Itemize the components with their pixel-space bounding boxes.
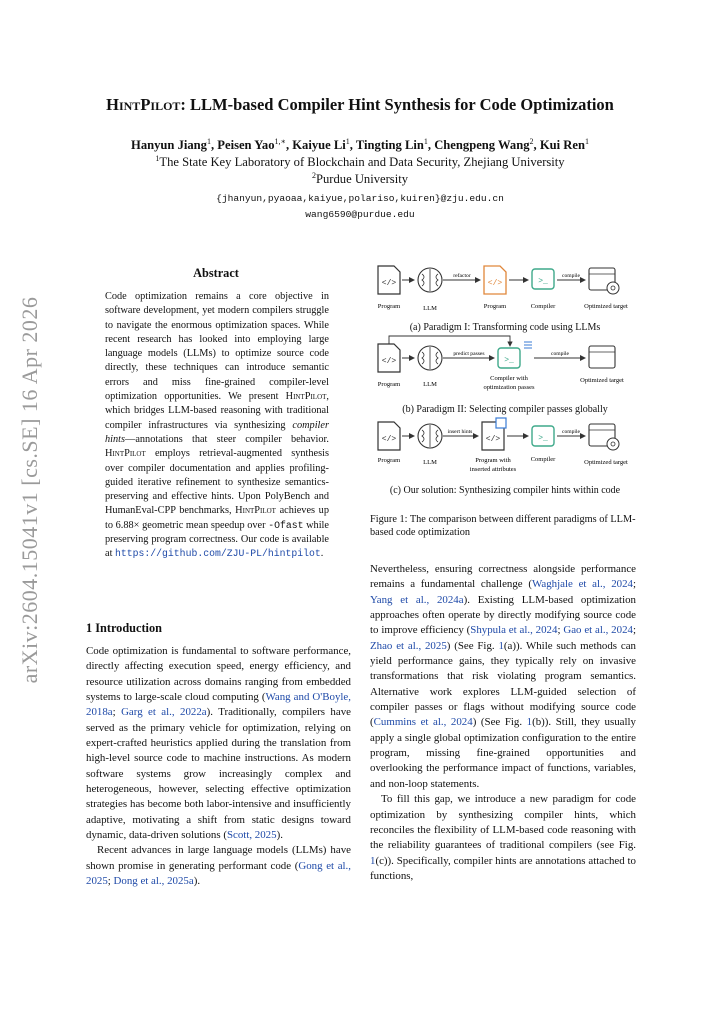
- code-repo-link[interactable]: https://github.com/ZJU-PL/hintpilot: [115, 548, 321, 560]
- svg-text:</>: </>: [487, 279, 503, 288]
- svg-text:compile: compile: [561, 429, 581, 435]
- title-system-name: HintPilot: [106, 95, 181, 114]
- intro-right-column: [370, 562, 636, 884]
- program-file-icon: [378, 266, 400, 294]
- affiliation-1: $^1$The State Key Laboratory of Blockchain and Data Security, Zhejiang University: [155, 154, 565, 170]
- arxiv-id: arXiv:2604.15041v1 [cs.SE] 16 Apr 2026: [17, 296, 42, 684]
- compiler-terminal-icon: [532, 426, 554, 446]
- paradigm-c: [378, 418, 628, 473]
- abstract-heading: Abstract: [193, 266, 239, 280]
- svg-text:predict passes: predict passes: [453, 351, 485, 357]
- llm-brain-icon: [418, 268, 442, 292]
- paragraph: Code optimization is fundamental to software performance, directly affecting execution speed, energy efficiency, and resource utilization across domains ranging from embedded systems to large-scale cloud computing (Wang and O'Boyle, 2018a; Garg et al., 2022a). Traditionally, compilers have served as the primary vehicle for optimization, relying on expert-crafted heuristics applied during the translation from high-level source code to machine instructions. As modern software systems grow increasingly complex and heterogeneous, however, selecting effective optimization strategies has become both labor-intensive and insufficiently adaptive, motivating a shift from static designs toward dynamic, data-driven solutions (Scott, 2025).: [86, 645, 351, 842]
- subcaption-c: (c) Our solution: Synthesizing compiler hints within code: [389, 485, 621, 496]
- author: Peisen Yao$^{1,∗}$: [217, 137, 286, 153]
- affiliation-2: $^2$Purdue University: [312, 171, 408, 187]
- paragraph: To fill this gap, we introduce a new paradigm for code optimization by synthesizing compiler hints, which reconciles the flexibility of LLM-based code reasoning with the reliability guarantees of traditional compilers (see Fig. 1(c)). Specifically, compiler hints are annotations attached to functions,: [370, 793, 636, 882]
- author-list: Hanyun Jiang$^1$, Peisen Yao$^{1,∗}$, Kaiyue Li$^1$, Tingting Lin$^1$, Chengpeng Wang$^2$, Kui Ren$^1$: [131, 137, 589, 153]
- compiler-with-passes-icon: [498, 342, 532, 368]
- figure-ref-link[interactable]: 1: [498, 639, 504, 652]
- svg-text:Compiler: Compiler: [530, 456, 556, 463]
- svg-text:>_: >_: [504, 356, 514, 365]
- llm-brain-icon: [418, 424, 442, 448]
- citation-link[interactable]: Gao et al., 2024: [563, 624, 633, 637]
- llm-brain-icon: [418, 346, 442, 370]
- citation-link[interactable]: Dong et al., 2025a: [113, 875, 194, 888]
- citation-link[interactable]: Zhao et al., 2025: [370, 639, 447, 652]
- svg-text:</>: </>: [381, 435, 397, 444]
- svg-text:LLM: LLM: [423, 305, 437, 312]
- citation-link[interactable]: Cummins et al., 2024: [373, 716, 473, 729]
- citation-link[interactable]: Waghjale et al., 2024: [532, 578, 633, 591]
- svg-text:</>: </>: [381, 357, 397, 366]
- paragraph: Recent advances in large language models (LLMs) have shown promise in generating performant code (Gong et al., 2025; Dong et al., 2025a).: [86, 844, 352, 888]
- citation-link[interactable]: Garg et al., 2022a: [121, 706, 207, 719]
- program-file-icon: [378, 344, 400, 372]
- svg-text:>_: >_: [538, 434, 548, 443]
- svg-text:compile: compile: [550, 351, 570, 357]
- svg-text:LLM: LLM: [423, 381, 437, 388]
- email-line-1: {jhanyun,pyaoaa,kaiyue,polariso,kuiren}@zju.edu.cn: [216, 193, 504, 204]
- svg-text:insert hints: insert hints: [447, 429, 473, 435]
- email-line-2: wang6590@purdue.edu: [305, 209, 415, 220]
- abstract-body: Code optimization remains a core objective in software development, yet modern compilers struggle to navigate the enormous optimization spaces. While recent research has looked into employing large language models (LLMs) to optimize source code directly, these techniques can introduce semantic errors and miss fine-grained compiler-level optimization opportunities. We present HintPilot, which bridges LLM-based reasoning with traditional compiler infrastructures via synthesizing compiler hints—annotations that steer compiler behavior. HintPilot employs retrieval-augmented synthesis over compiler documentation and applies profiling-guided iterative refinement to synthesize semantics-preserving and effective hints. Upon PolyBench and HumanEval-CPP benchmarks, HintPilot achieves up to 6.88× geometric mean speedup over -Ofast while preserving program correctness. Our code is available at https://github.com/ZJU-PL/hintpilot.: [105, 291, 329, 560]
- arxiv-sidebar: [8, 296, 52, 684]
- optimized-target-icon: [589, 424, 619, 450]
- svg-text:Optimized target: Optimized target: [584, 303, 628, 310]
- svg-text:Optimized target: Optimized target: [584, 459, 628, 466]
- figure-ref-link[interactable]: 1: [526, 716, 533, 729]
- svg-text:optimization passes: optimization passes: [483, 384, 535, 391]
- section-heading-introduction: 1 Introduction: [86, 621, 162, 635]
- title-rest: : LLM-based Compiler Hint Synthesis for Code Optimization: [180, 95, 614, 114]
- author: Chengpeng Wang$^2$: [434, 137, 534, 153]
- svg-text:</>: </>: [485, 435, 501, 444]
- citation-link[interactable]: Wang and O'Boyle, 2018a: [86, 691, 351, 719]
- svg-text:Program: Program: [377, 303, 401, 310]
- program-with-attributes-icon: [482, 418, 506, 450]
- citation-link[interactable]: Shypula et al., 2024: [470, 624, 558, 637]
- intro-left-column: [86, 644, 351, 890]
- figure-ref-link[interactable]: 1: [370, 854, 376, 867]
- svg-text:Compiler: Compiler: [530, 303, 556, 310]
- svg-text:Optimized target: Optimized target: [580, 377, 624, 384]
- optimized-target-icon: [589, 268, 619, 294]
- figure-1-diagram: [370, 258, 640, 508]
- author: Kui Ren$^1$: [539, 137, 589, 153]
- svg-text:>_: >_: [538, 277, 548, 286]
- optimized-target-icon: [589, 346, 615, 368]
- author: Tingting Lin$^1$: [355, 137, 428, 153]
- subcaption-a: (a) Paradigm I: Transforming code using LLMs: [409, 322, 601, 333]
- program-file-icon: [484, 266, 506, 294]
- paragraph: Nevertheless, ensuring correctness alongside performance remains a fundamental challenge (Waghjale et al., 2024; Yang et al., 2024a). Existing LLM-based optimization approaches often operate by directly modifying source code to improve efficiency (Shypula et al., 2024; Gao et al., 2024; Zhao et al., 2025) (See Fig. 1(a)). While such methods can yield performance gains, they typically rely on invasive transformations that risk violating program semantics. Alternative work explores LLM-guided selection of compiler passes or flags without modifying source code (Cummins et al., 2024) (See Fig. 1(b)). Still, they usually apply a single global optimization configuration to the entire program, missing fine-grained opportunities and overlooking the performance impact of functions, variables, and non-loop statements.: [370, 563, 637, 790]
- author: Kaiyue Li$^1$: [292, 137, 350, 153]
- compiler-terminal-icon: [532, 269, 554, 289]
- svg-text:Compiler with: Compiler with: [490, 375, 528, 382]
- svg-text:</>: </>: [381, 279, 397, 288]
- svg-text:Program with: Program with: [475, 457, 511, 464]
- paper-title: [60, 95, 660, 115]
- program-file-icon: [378, 422, 400, 450]
- svg-text:compile: compile: [561, 273, 581, 279]
- svg-text:refactor: refactor: [453, 273, 471, 279]
- svg-text:LLM: LLM: [423, 459, 437, 466]
- citation-link[interactable]: Gong et al., 2025: [86, 859, 352, 888]
- paradigm-a: [378, 266, 628, 312]
- subcaption-b: (b) Paradigm II: Selecting compiler passes globally: [402, 404, 608, 415]
- svg-text:Program: Program: [483, 303, 507, 310]
- figure-1: [370, 258, 640, 548]
- paradigm-b: [378, 336, 624, 391]
- figure-1-caption: Figure 1: The comparison between different paradigms of LLM-based code optimization: [370, 514, 636, 539]
- svg-text:Program: Program: [377, 381, 401, 388]
- svg-text:Program: Program: [377, 457, 401, 464]
- citation-link[interactable]: Scott, 2025: [226, 829, 277, 842]
- svg-text:inserted attributes: inserted attributes: [469, 466, 517, 473]
- citation-link[interactable]: Yang et al., 2024a: [370, 593, 464, 606]
- author: Hanyun Jiang$^1$: [131, 137, 211, 153]
